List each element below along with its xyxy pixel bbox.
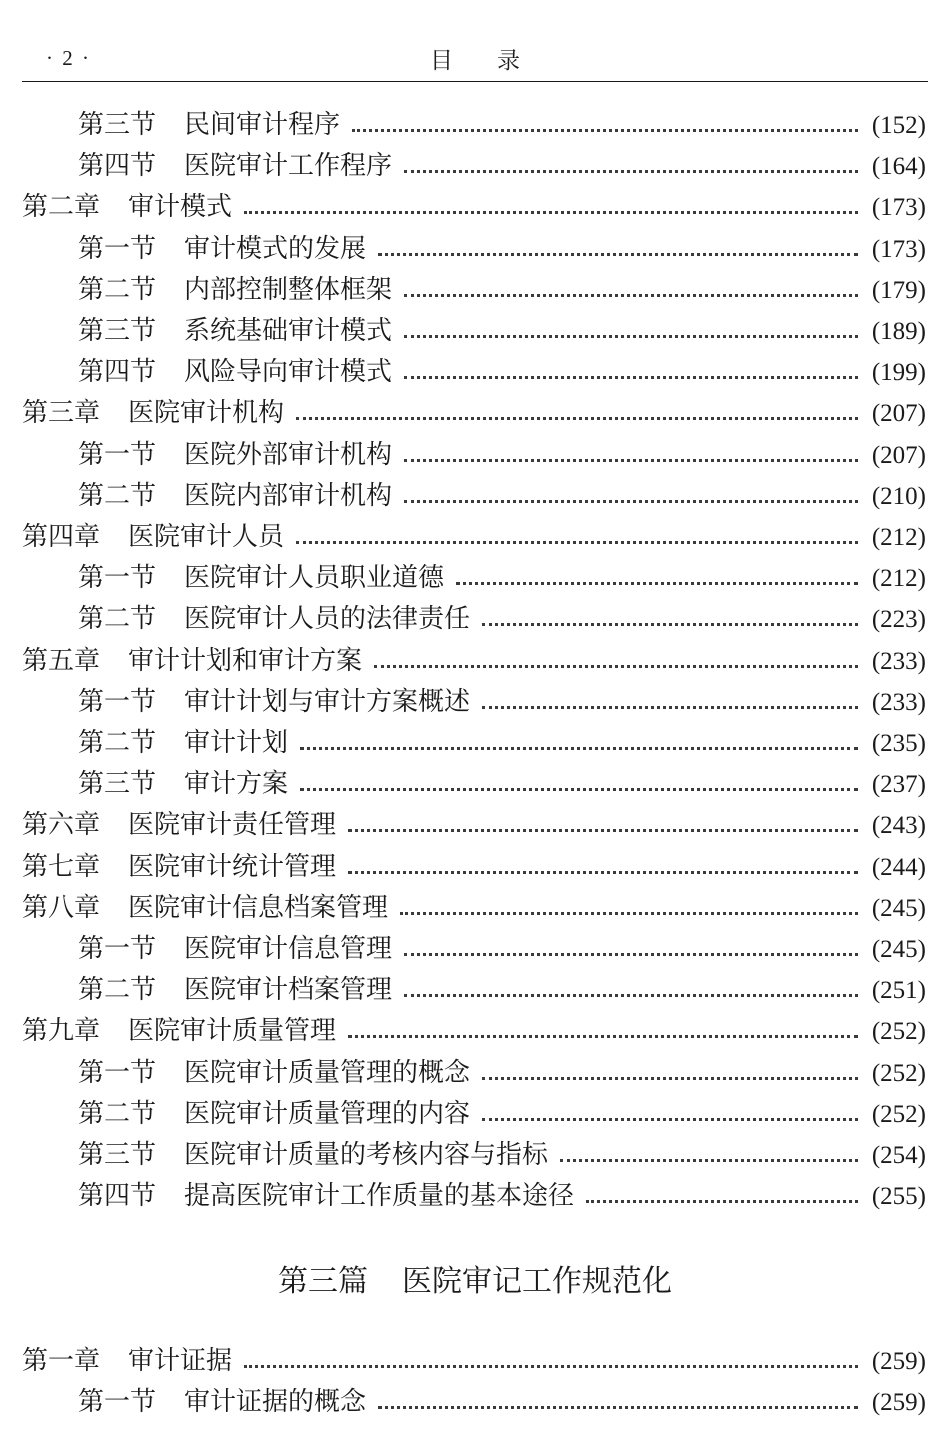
toc-entry-label: 第一节 xyxy=(78,686,157,716)
dot-leader xyxy=(348,1035,858,1038)
toc-entry-label: 第四章 xyxy=(22,522,101,551)
running-title: 目录 xyxy=(430,48,564,73)
toc-section-entry xyxy=(78,349,926,385)
toc-entry-label: 第九章 xyxy=(22,1016,101,1046)
toc-section-entry xyxy=(78,226,926,262)
toc-entry-title: 医院审计质量管理的内容 xyxy=(184,1098,471,1128)
toc-entry-label: 第一节 xyxy=(78,439,157,469)
toc-entry-page: (259) xyxy=(871,1389,926,1417)
toc-section-entry xyxy=(78,1173,926,1209)
toc-entry-page: (243) xyxy=(871,812,926,840)
toc-entry-page: (189) xyxy=(871,318,926,345)
dot-leader xyxy=(374,665,858,668)
toc-entry-title: 医院外部审计机构 xyxy=(184,439,393,469)
toc-section-entry xyxy=(78,308,926,344)
dot-leader xyxy=(404,994,858,997)
toc-chapter-entry xyxy=(22,390,926,426)
dot-leader xyxy=(560,1159,858,1162)
toc-section-entry xyxy=(78,102,926,138)
toc-section-entry xyxy=(78,720,926,756)
toc-entry-label: 第四节 xyxy=(78,1181,157,1211)
toc-entry-title: 审计证据 xyxy=(128,1346,233,1375)
dot-leader xyxy=(404,500,858,503)
dot-leader xyxy=(586,1200,858,1203)
toc-entry-title: 审计计划和审计方案 xyxy=(128,645,363,675)
toc-entry-label: 第二节 xyxy=(78,274,157,304)
dot-leader xyxy=(456,582,858,585)
toc-entry-title: 医院审计责任管理 xyxy=(128,810,337,840)
toc-entry-page: (254) xyxy=(871,1142,926,1169)
dot-leader xyxy=(482,623,858,626)
toc-entry-label: 第一节 xyxy=(78,563,157,593)
toc-entry-title: 医院审计统计管理 xyxy=(128,851,337,881)
toc-section-entry xyxy=(78,432,926,468)
toc-entry-title: 医院审计质量管理的概念 xyxy=(184,1057,471,1087)
toc-entry-title: 审计证据的概念 xyxy=(184,1387,367,1417)
toc-entry-title: 审计模式 xyxy=(128,192,233,222)
dot-leader xyxy=(348,871,858,874)
toc-section-entry xyxy=(78,596,926,632)
toc-entry-page: (252) xyxy=(871,1059,926,1087)
toc-entry-label: 第六章 xyxy=(22,810,101,840)
toc-entry-label: 第二节 xyxy=(78,1098,157,1128)
dot-leader xyxy=(404,376,858,379)
toc-entry-label: 第二章 xyxy=(22,192,101,222)
toc-entry-title: 医院审计信息档案管理 xyxy=(128,892,389,922)
toc-entry-title: 医院审计档案管理 xyxy=(184,975,393,1005)
dot-leader xyxy=(348,829,858,832)
toc-chapter-entry xyxy=(22,844,926,880)
dot-leader xyxy=(404,459,858,462)
dot-leader xyxy=(296,417,858,420)
toc-entry-title: 内部控制整体框架 xyxy=(184,274,393,304)
toc-entry-label: 第七章 xyxy=(22,851,101,881)
toc-entry-page: (173) xyxy=(871,235,926,263)
toc-entry-page: (212) xyxy=(871,524,926,551)
toc-entry-page: (179) xyxy=(871,276,926,304)
toc-chapter-entry xyxy=(22,1338,926,1374)
toc-entry-title: 提高医院审计工作质量的基本途径 xyxy=(184,1181,575,1211)
toc-entry-page: (237) xyxy=(871,771,926,799)
toc-entry-page: (223) xyxy=(871,606,926,634)
toc-entry-page: (244) xyxy=(871,853,926,881)
toc-entry-label: 第四节 xyxy=(78,151,157,181)
toc-section-entry xyxy=(78,267,926,303)
toc-entry-label: 第二节 xyxy=(78,728,157,757)
toc-entry-title: 医院审计质量的考核内容与指标 xyxy=(184,1140,549,1169)
toc-entry-label: 第三章 xyxy=(22,398,101,428)
dot-leader xyxy=(400,912,858,915)
toc-entry-page: (173) xyxy=(871,194,926,222)
toc-entry-page: (164) xyxy=(871,153,926,181)
toc-entry-title: 审计模式的发展 xyxy=(184,233,367,263)
dot-leader xyxy=(404,953,858,956)
toc-entry-label: 第四节 xyxy=(78,357,157,387)
toc-entry-title: 民间审计程序 xyxy=(184,110,341,139)
dot-leader xyxy=(244,211,858,214)
toc-entry-label: 第一章 xyxy=(22,1346,101,1375)
toc-entry-page: (212) xyxy=(871,565,926,593)
toc-chapter-entry xyxy=(22,514,926,550)
part-heading xyxy=(0,1256,950,1300)
toc-entry-title: 医院审计人员的法律责任 xyxy=(184,604,471,634)
toc-section-entry xyxy=(78,555,926,591)
toc-section-entry xyxy=(78,1379,926,1415)
toc-entry-label: 第五章 xyxy=(22,645,101,675)
toc-entry-label: 第一节 xyxy=(78,233,157,263)
toc-entry-page: (210) xyxy=(871,482,926,510)
dot-leader xyxy=(404,294,858,297)
toc-chapter-entry xyxy=(22,885,926,921)
toc-entry-page: (235) xyxy=(871,730,926,757)
toc-entry-page: (245) xyxy=(871,936,926,963)
dot-leader xyxy=(300,788,858,791)
dot-leader xyxy=(378,1406,858,1409)
header-rule xyxy=(22,81,928,82)
toc-entry-title: 医院审计人员职业道德 xyxy=(184,563,445,593)
dot-leader xyxy=(244,1365,858,1368)
toc-chapter-entry xyxy=(22,802,926,838)
dot-leader xyxy=(404,170,858,173)
toc-entry-page: (259) xyxy=(871,1348,926,1375)
toc-entry-label: 第二节 xyxy=(78,480,157,510)
toc-entry-label: 第三节 xyxy=(78,316,157,345)
toc-section-entry xyxy=(78,473,926,509)
toc-section-entry xyxy=(78,967,926,1003)
toc-entry-label: 第一节 xyxy=(78,1387,157,1417)
toc-entry-title: 医院审计信息管理 xyxy=(184,934,393,963)
toc-section-entry xyxy=(78,679,926,715)
toc-entry-page: (245) xyxy=(871,894,926,922)
toc-entry-page: (251) xyxy=(871,977,926,1005)
toc-entry-page: (255) xyxy=(871,1183,926,1211)
page-number: · 2 · xyxy=(46,46,91,70)
toc-section-entry xyxy=(78,1091,926,1127)
toc-entry-page: (207) xyxy=(871,441,926,469)
toc-entry-label: 第二节 xyxy=(78,604,157,634)
toc-entry-label: 第八章 xyxy=(22,892,101,922)
toc-entry-page: (233) xyxy=(871,647,926,675)
toc-entry-title: 医院审计机构 xyxy=(128,398,285,428)
toc-entry-page: (152) xyxy=(871,112,926,139)
toc-entry-label: 第三节 xyxy=(78,1140,157,1169)
part-label: 第三篇 xyxy=(278,1265,368,1298)
toc-entry-page: (252) xyxy=(871,1100,926,1128)
dot-leader xyxy=(378,253,858,256)
toc-entry-title: 医院审计人员 xyxy=(128,522,285,551)
dot-leader xyxy=(482,706,858,709)
toc-chapter-entry xyxy=(22,184,926,220)
toc-section-entry xyxy=(78,761,926,797)
toc-entry-label: 第二节 xyxy=(78,975,157,1005)
dot-leader xyxy=(482,1077,858,1080)
toc-entry-label: 第一节 xyxy=(78,1057,157,1087)
toc-section-entry xyxy=(78,926,926,962)
toc-entry-title: 审计方案 xyxy=(184,769,289,799)
toc-entry-title: 医院审计质量管理 xyxy=(128,1016,337,1046)
toc-entry-page: (252) xyxy=(871,1018,926,1046)
toc-entry-title: 风险导向审计模式 xyxy=(184,357,393,387)
toc-entry-title: 系统基础审计模式 xyxy=(184,316,393,345)
toc-entry-title: 医院审计工作程序 xyxy=(184,151,393,181)
page-header xyxy=(22,40,928,80)
toc-entry-page: (199) xyxy=(871,359,926,387)
dot-leader xyxy=(482,1118,858,1121)
toc-entry-label: 第三节 xyxy=(78,769,157,799)
part-title: 医院审记工作规范化 xyxy=(402,1265,672,1298)
toc-section-entry xyxy=(78,1050,926,1086)
toc-entry-label: 第一节 xyxy=(78,934,157,963)
toc-entry-page: (207) xyxy=(871,400,926,428)
dot-leader xyxy=(352,129,858,132)
toc-section-entry xyxy=(78,143,926,179)
toc-entry-title: 医院内部审计机构 xyxy=(184,480,393,510)
dot-leader xyxy=(296,541,858,544)
toc-chapter-entry xyxy=(22,638,926,674)
dot-leader xyxy=(404,335,858,338)
toc-entry-label: 第三节 xyxy=(78,110,157,139)
dot-leader xyxy=(300,747,858,750)
toc-chapter-entry xyxy=(22,1008,926,1044)
toc-entry-page: (233) xyxy=(871,688,926,716)
toc-section-entry xyxy=(78,1132,926,1168)
toc-entry-title: 审计计划与审计方案概述 xyxy=(184,686,471,716)
toc-entry-title: 审计计划 xyxy=(184,728,289,757)
